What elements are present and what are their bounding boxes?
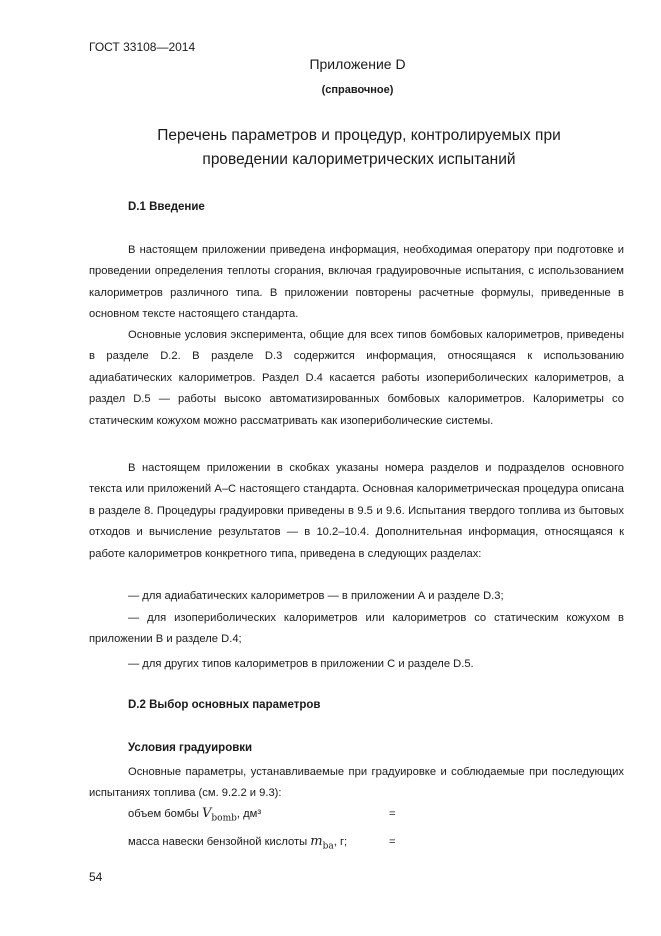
document-code: ГОСТ 33108—2014 bbox=[89, 40, 196, 54]
subheading-calibration-conditions: Условия градуировки bbox=[128, 742, 253, 754]
appendix-title: Приложение D bbox=[309, 56, 406, 72]
list-item-other: — для других типов калориметров в приложении С и разделе D.5. bbox=[128, 658, 474, 670]
parameter-bomb-volume-equals: = bbox=[389, 808, 396, 820]
parameter-bomb-volume bbox=[128, 806, 261, 824]
symbol-m-ba: $m_{ba}$ bbox=[310, 834, 334, 852]
paragraph-d1-2: Основные условия эксперимента, общие для всех типов бомбовых калориметров, приведены в разделе D.2. В разделе D.3 содержится информация, относящаяся к использованию адиабатических калориметров. Раздел D.4 касается работы изопериболических калориметров, а раздел D.5 — работы высоко автоматизированных бомбовых калориметров. Калориметры со статическим кожухом можно рассматривать как изопериболические системы. bbox=[89, 329, 624, 427]
parameter-benzoic-acid-mass bbox=[128, 834, 347, 852]
list-item-adiabatic: — для адиабатических калориметров — в приложении А и разделе D.3; bbox=[128, 590, 504, 602]
page-number: 54 bbox=[89, 870, 103, 884]
parameter-label: масса навески бензойной кислоты bbox=[128, 836, 311, 848]
document-title bbox=[120, 124, 598, 172]
paragraph-d2-1: Основные параметры, устанавливаемые при градуировке и соблюдаемые при последующих испытаниях топлива (см. 9.2.2 и 9.3): bbox=[89, 766, 624, 800]
symbol-v-bomb: $V_{bomb}$ bbox=[202, 806, 237, 824]
parameter-benzoic-acid-mass-equals: = bbox=[389, 836, 396, 848]
parameter-label: объем бомбы bbox=[128, 808, 203, 820]
paragraph-d1-3: В настоящем приложении в скобках указаны номера разделов и подразделов основного текста или приложений А–С настоящего стандарта. Основная калориметрическая процедура описана в разделе 8. Процедуры градуировки приведены в 9.5 и 9.6. Испытания твердого топлива из бытовых отходов и вычисление результатов — в 10.2–10.4. Дополнительная информация, относящаяся к работе калориметров конкретного типа, приведена в следующих разделах: bbox=[89, 462, 624, 560]
paragraph-d1-1: В настоящем приложении приведена информация, необходимая оператору при подготовке и проведении определения теплоты сгорания, включая градуировочные испытания, с использованием калориметров различного типа. В приложении повторены расчетные формулы, приведенные в основном тексте настоящего стандарта. bbox=[89, 244, 624, 321]
list-item-isoperibol: — для изопериболических калориметров или калориметров со статическим кожухом в приложении В и разделе D.4; bbox=[89, 612, 624, 646]
section-heading-d2: D.2 Выбор основных параметров bbox=[128, 699, 321, 711]
document-title-line-1: Перечень параметров и процедур, контролируемых при bbox=[157, 127, 561, 144]
parameter-unit: , дм³ bbox=[236, 808, 262, 820]
parameter-unit: , г; bbox=[333, 836, 348, 848]
appendix-subtitle: (справочное) bbox=[321, 84, 394, 96]
document-title-line-2: проведении калориметрических испытаний bbox=[202, 151, 516, 168]
section-heading-d1: D.1 Введение bbox=[128, 201, 205, 213]
